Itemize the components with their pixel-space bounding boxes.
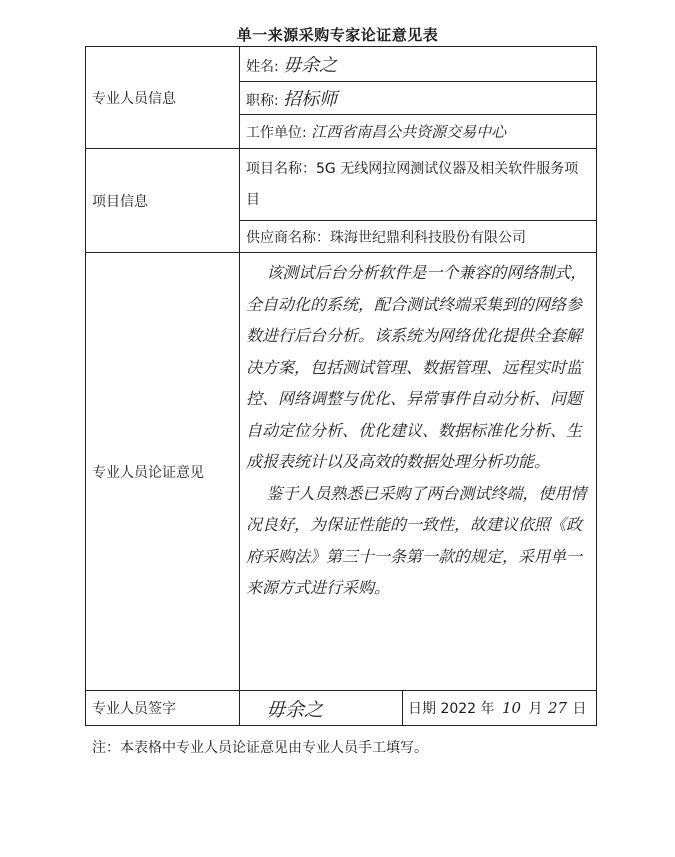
month-unit: 月 — [528, 701, 543, 717]
project-info-section-label: 项目信息 — [86, 149, 240, 253]
signature-handwriting: 毋余之 — [266, 698, 324, 721]
expert-opinion-table — [85, 46, 597, 726]
date-day: 27 — [547, 699, 568, 717]
footnote: 注：本表格中专业人员论证意见由专业人员手工填写。 — [92, 740, 428, 756]
name-label: 姓名: — [246, 59, 279, 75]
date-cell — [403, 698, 591, 718]
employer-label: 工作单位: — [246, 125, 307, 141]
signature-label: 专业人员签字 — [86, 691, 240, 726]
employer-value: 江西省南昌公共资源交易中心 — [311, 123, 507, 141]
title-value: 招标师 — [283, 89, 338, 110]
supplier-cell: 供应商名称：珠海世纪鼎利科技股份有限公司 — [240, 221, 597, 253]
opinion-section-label: 专业人员论证意见 — [86, 253, 240, 691]
title-label: 职称: — [246, 93, 279, 109]
opinion-text: 该测试后台分析软件是一个兼容的网络制式，全自动化的系统，配合测试终端采集到的网络参数进行后台分析。该系统为网络优化提供全套解决方案，包括测试管理、数据管理、远程实时监控、网络调整与优化、异常事件自动分析、问题自动定位分析、优化建议、数据标准化分析、生成报表统计以及高效的数据处理分析功能。 鉴于人员熟悉已采购了两台测试终端，使用情况良好，为保证性能的一致性，故建议依照《政府采购法》第三十一条第一款的规定，采用单一来源方式进行采购。 — [246, 263, 587, 597]
project-name-cell: 项目名称：5G 无线网拉网测试仪器及相关软件服务项目 — [240, 149, 597, 221]
personal-info-section-label: 专业人员信息 — [86, 47, 240, 149]
date-prefix: 日期 2022 年 — [408, 701, 495, 717]
employer-cell — [240, 115, 597, 149]
date-month: 10 — [501, 699, 522, 717]
name-cell — [240, 47, 597, 82]
day-unit: 日 — [572, 701, 587, 717]
form-title: 单一来源采购专家论证意见表 — [236, 26, 439, 44]
name-value: 毋余之 — [283, 55, 338, 76]
title-cell — [240, 82, 597, 115]
